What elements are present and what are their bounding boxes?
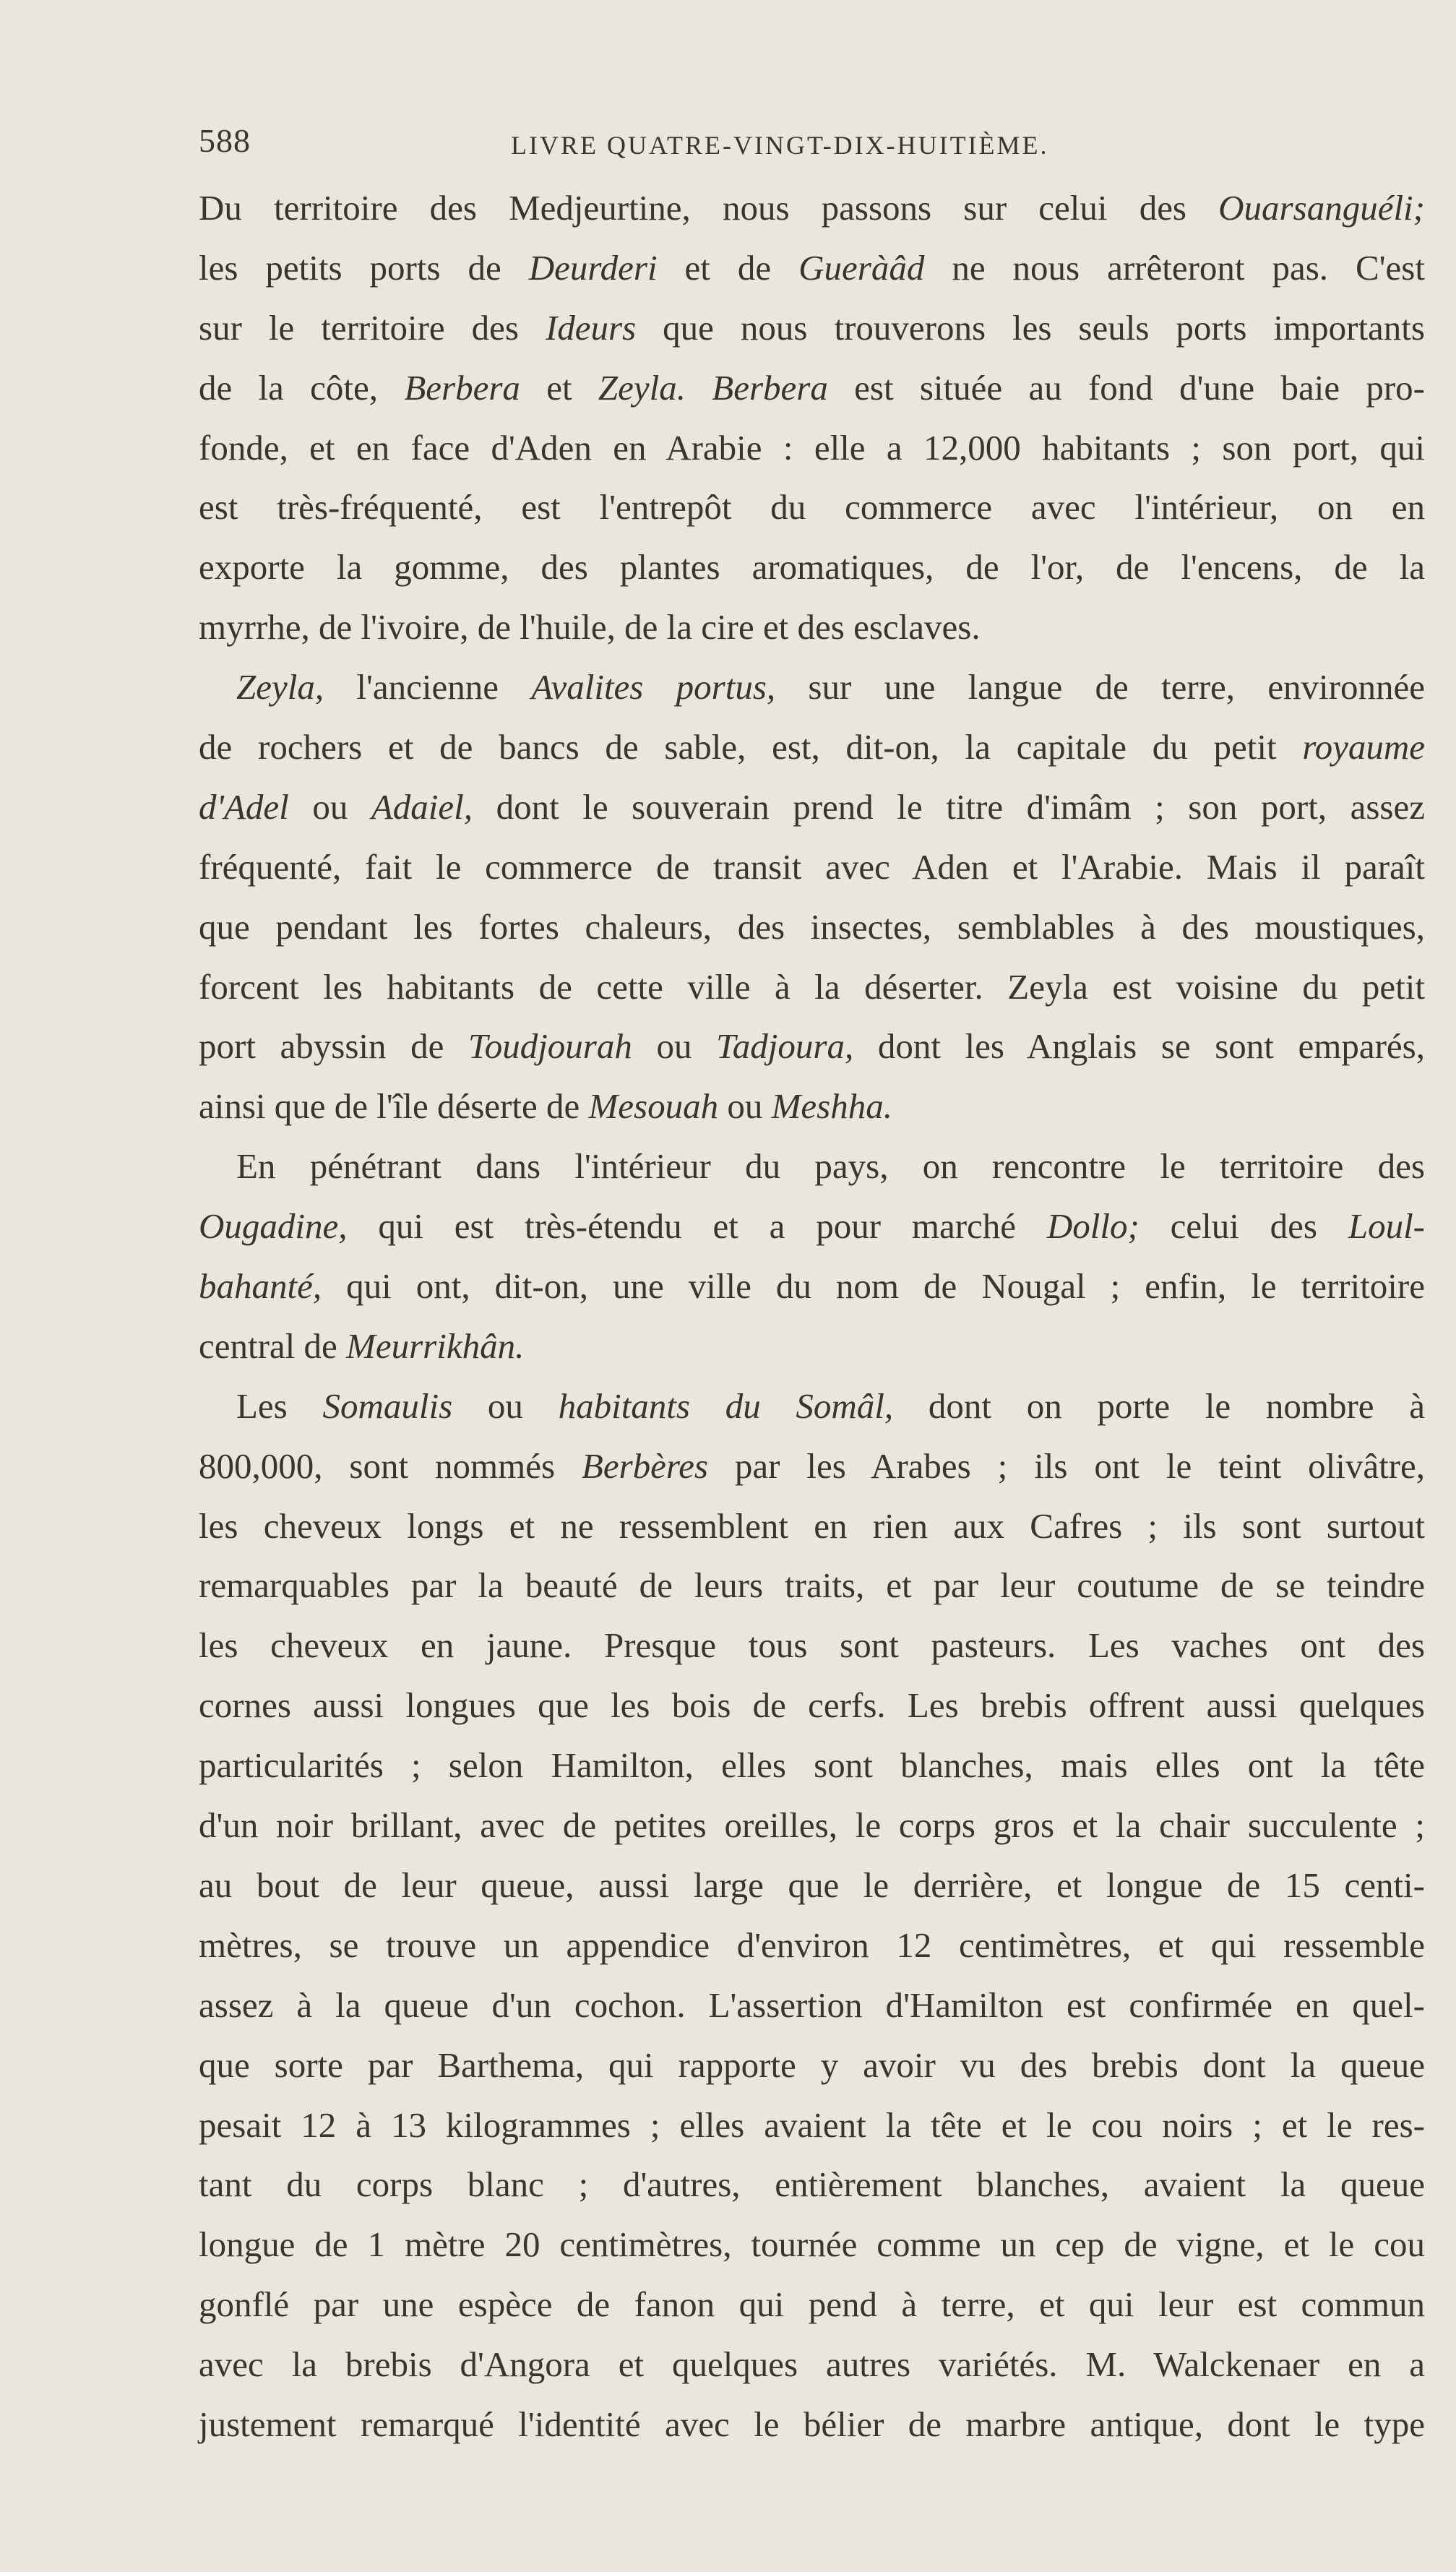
text-line: ainsi que de l'île déserte de Mesouah ou Meshha. bbox=[199, 1086, 892, 1127]
italic-term: bahanté, bbox=[199, 1266, 322, 1307]
italic-term: habitants du Somâl, bbox=[558, 1385, 894, 1426]
text-line: bahanté, qui ont, dit-on, une ville du nom de Nougal ; enfin, le territoire bbox=[199, 1266, 1425, 1307]
text-line: assez à la queue d'un cochon. L'assertion d'Hamilton est confirmée en quel- bbox=[199, 1984, 1425, 2025]
italic-term: Adaiel, bbox=[371, 786, 473, 827]
italic-term: Gueràâd bbox=[798, 247, 925, 288]
italic-term: Ideurs bbox=[545, 307, 637, 348]
italic-term: Ouarsanguéli; bbox=[1218, 188, 1425, 228]
text-line: au bout de leur queue, aussi large que le derrière, et longue de 15 centi- bbox=[199, 1865, 1425, 1905]
text-line: Ougadine, qui est très-étendu et a pour marché Dollo; celui des Loul- bbox=[199, 1206, 1425, 1247]
text-line: est très-fréquenté, est l'entrepôt du commerce avec l'intérieur, on en bbox=[199, 487, 1425, 528]
text-line: pesait 12 à 13 kilogrammes ; elles avaient la tête et le cou noirs ; et le res- bbox=[199, 2104, 1425, 2145]
italic-term: Ougadine, bbox=[199, 1206, 348, 1247]
text-line: mètres, se trouve un appendice d'environ 12 centimètres, et qui ressemble bbox=[199, 1924, 1425, 1965]
body-text bbox=[199, 179, 1425, 2455]
page-header bbox=[199, 121, 1427, 165]
text-line: justement remarqué l'identité avec le bélier de marbre antique, dont le type bbox=[199, 2404, 1425, 2444]
text-line: central de Meurrikhân. bbox=[199, 1325, 525, 1366]
italic-term: Zeyla, bbox=[236, 667, 324, 707]
text-line: Les Somaulis ou habitants du Somâl, dont on porte le nombre à bbox=[236, 1385, 1425, 1426]
text-line: En pénétrant dans l'intérieur du pays, on rencontre le territoire des bbox=[236, 1146, 1425, 1187]
italic-term: Deurderi bbox=[528, 247, 658, 288]
text-line: les petits ports de Deurderi et de Gueràâd ne nous arrêteront pas. C'est bbox=[199, 247, 1425, 288]
text-line: exporte la gomme, des plantes aromatiques, de l'or, de l'encens, de la bbox=[199, 547, 1425, 588]
text-line: Du territoire des Medjeurtine, nous passons sur celui des Ouarsanguéli; bbox=[199, 188, 1425, 228]
text-line: de la côte, Berbera et Zeyla. Berbera est située au fond d'une baie pro- bbox=[199, 367, 1425, 408]
text-line: les cheveux longs et ne ressemblent en rien aux Cafres ; ils sont surtout bbox=[199, 1505, 1425, 1546]
text-line: cornes aussi longues que les bois de cerfs. Les brebis offrent aussi quelques bbox=[199, 1685, 1425, 1726]
italic-term: Somaulis bbox=[322, 1385, 453, 1426]
italic-term: Meshha. bbox=[771, 1086, 892, 1127]
text-line: avec la brebis d'Angora et quelques autres variétés. M. Walckenaer en a bbox=[199, 2344, 1425, 2385]
italic-term: Berbères bbox=[581, 1445, 708, 1486]
italic-term: Loul- bbox=[1348, 1206, 1425, 1247]
text-line: sur le territoire des Ideurs que nous trouverons les seuls ports importants bbox=[199, 307, 1425, 348]
text-line: gonflé par une espèce de fanon qui pend à terre, et qui leur est commun bbox=[199, 2284, 1425, 2325]
italic-term: Zeyla. bbox=[598, 367, 686, 408]
text-line: 800,000, sont nommés Berbères par les Arabes ; ils ont le teint olivâtre, bbox=[199, 1445, 1425, 1486]
text-line: que pendant les fortes chaleurs, des insectes, semblables à des moustiques, bbox=[199, 906, 1425, 947]
text-line: fonde, et en face d'Aden en Arabie : elle a 12,000 habitants ; son port, qui bbox=[199, 427, 1425, 468]
text-line: les cheveux en jaune. Presque tous sont pasteurs. Les vaches ont des bbox=[199, 1625, 1425, 1666]
italic-term: Berbera bbox=[712, 367, 828, 408]
text-line: de rochers et de bancs de sable, est, dit-on, la capitale du petit royaume bbox=[199, 727, 1425, 767]
text-line: d'un noir brillant, avec de petites oreilles, le corps gros et la chair succulente ; bbox=[199, 1805, 1425, 1846]
italic-term: Avalites portus, bbox=[531, 667, 776, 707]
text-line: fréquenté, fait le commerce de transit avec Aden et l'Arabie. Mais il paraît bbox=[199, 846, 1425, 887]
italic-term: d'Adel bbox=[199, 786, 289, 827]
italic-term: Berbera bbox=[404, 367, 520, 408]
text-line: que sorte par Barthema, qui rapporte y avoir vu des brebis dont la queue bbox=[199, 2044, 1425, 2085]
italic-term: Toudjourah bbox=[468, 1026, 632, 1067]
text-line: longue de 1 mètre 20 centimètres, tournée comme un cep de vigne, et le cou bbox=[199, 2224, 1425, 2265]
italic-term: Mesouah bbox=[588, 1086, 719, 1127]
text-line: d'Adel ou Adaiel, dont le souverain prend le titre d'imâm ; son port, assez bbox=[199, 786, 1425, 827]
text-line: tant du corps blanc ; d'autres, entièrement blanches, avaient la queue bbox=[199, 2164, 1425, 2205]
text-line: port abyssin de Toudjourah ou Tadjoura, dont les Anglais se sont emparés, bbox=[199, 1026, 1425, 1067]
text-line: Zeyla, l'ancienne Avalites portus, sur une langue de terre, environnée bbox=[236, 667, 1425, 707]
text-line: particularités ; selon Hamilton, elles sont blanches, mais elles ont la tête bbox=[199, 1745, 1425, 1786]
italic-term: Meurrikhân. bbox=[346, 1325, 525, 1366]
italic-term: Dollo; bbox=[1046, 1206, 1140, 1247]
page-number: 588 bbox=[199, 122, 251, 159]
text-line: forcent les habitants de cette ville à la déserter. Zeyla est voisine du petit bbox=[199, 966, 1425, 1007]
running-title: LIVRE QUATRE-VINGT-DIX-HUITIÈME. bbox=[511, 131, 1049, 160]
text-line: remarquables par la beauté de leurs traits, et par leur coutume de se teindre bbox=[199, 1565, 1425, 1606]
italic-term: Tadjoura, bbox=[716, 1026, 854, 1067]
italic-term: royaume bbox=[1302, 727, 1425, 767]
text-line: myrrhe, de l'ivoire, de l'huile, de la cire et des esclaves. bbox=[199, 607, 981, 648]
